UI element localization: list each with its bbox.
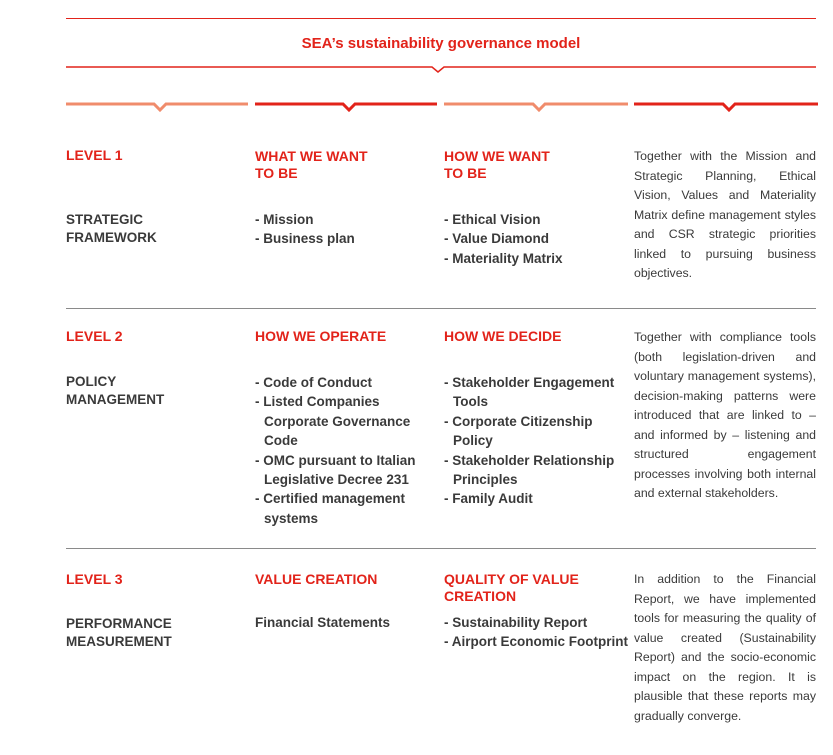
list-item: - Corporate Citizenship Policy [444, 413, 593, 449]
level-3-subtitle-line: PERFORMANCE [66, 616, 172, 631]
level-2-col2-heading [444, 328, 561, 345]
title-top-rule [66, 18, 816, 19]
row-divider [66, 548, 816, 549]
list-item: - Stakeholder Engagement Tools [444, 375, 615, 410]
level-1-col2-heading [444, 148, 550, 182]
list-item: - Materiality Matrix [444, 250, 563, 266]
heading-line: QUALITY OF VALUE [444, 571, 579, 587]
level-3-subtitle-line: MEASUREMENT [66, 634, 172, 649]
level-2-description: Together with compliance tools (both legislation-driven and voluntary management systems), decision-making patterns were introduced that are linked to – and informed by – listening and structured engagement processes involving both internal and external stakeholders. [634, 330, 816, 500]
level-1-subtitle [66, 211, 157, 247]
list-item: - Ethical Vision [444, 212, 541, 227]
column-bar-2 [255, 98, 437, 114]
heading-line: TO BE [444, 165, 487, 181]
level-1-subtitle-line: FRAMEWORK [66, 230, 157, 245]
column-bar-1 [66, 98, 248, 114]
level-1-col1-heading [255, 148, 368, 182]
level-3-col1-text: Financial Statements [255, 615, 391, 630]
level-1-subtitle-line: STRATEGIC [66, 212, 143, 227]
level-2-col2-list [444, 373, 630, 509]
heading-line: CREATION [444, 588, 517, 604]
list-item: - Airport Economic Footprint [444, 634, 628, 650]
heading-line: HOW WE DECIDE [444, 328, 562, 344]
row-divider [66, 308, 816, 309]
heading-line: HOW WE OPERATE [255, 328, 387, 344]
level-3-col2-list [444, 613, 628, 652]
column-bar-3 [444, 98, 628, 114]
list-item: - Value Diamond [444, 231, 550, 247]
list-item: - OMC pursuant to Italian Legislative Decree 231 [255, 452, 416, 488]
level-1-col1-list [255, 210, 435, 249]
heading-line: WHAT WE WANT [255, 148, 368, 164]
level-1-col2-list [444, 210, 628, 268]
level-2-subtitle [66, 373, 164, 409]
heading-line: VALUE CREATION [255, 571, 378, 587]
level-3-col2-heading [444, 571, 579, 605]
level-3-subtitle [66, 615, 172, 651]
list-item: - Stakeholder Relationship Principles [444, 452, 615, 488]
level-2-label: LEVEL 2 [66, 328, 123, 344]
list-item: - Family Audit [444, 491, 533, 507]
page-title: SEA’s sustainability governance model [301, 35, 581, 52]
level-3-label: LEVEL 3 [66, 571, 123, 587]
column-bar-4 [634, 98, 818, 114]
level-2-col1-list [255, 373, 437, 528]
title-bottom-rule [66, 62, 818, 76]
level-3-description: In addition to the Financial Report, we have implemented tools for measuring the quality of value created (Sustainability Report) and the socio-economic impact on the region. It is plausible that these reports may gradually converge. [634, 572, 816, 723]
list-item: - Code of Conduct [255, 375, 372, 390]
level-1-label: LEVEL 1 [66, 147, 123, 163]
list-item: - Business plan [255, 231, 355, 247]
heading-line: TO BE [255, 165, 298, 181]
level-2-col1-heading [255, 328, 386, 345]
level-3-col1-heading [255, 571, 377, 588]
list-item: - Sustainability Report [444, 615, 588, 630]
list-item: - Mission [255, 212, 314, 227]
list-item: - Listed Companies Corporate Governance Code [255, 394, 411, 449]
heading-line: HOW WE WANT [444, 148, 550, 164]
list-item: - Certified management systems [255, 491, 406, 526]
level-1-description: Together with the Mission and Strategic Planning, Ethical Vision, Values and Materiality Matrix define management styles and CSR strategic priorities linked to pursuing business objectives. [634, 149, 816, 280]
level-2-subtitle-line: MANAGEMENT [66, 392, 165, 407]
level-2-subtitle-line: POLICY [66, 374, 117, 389]
